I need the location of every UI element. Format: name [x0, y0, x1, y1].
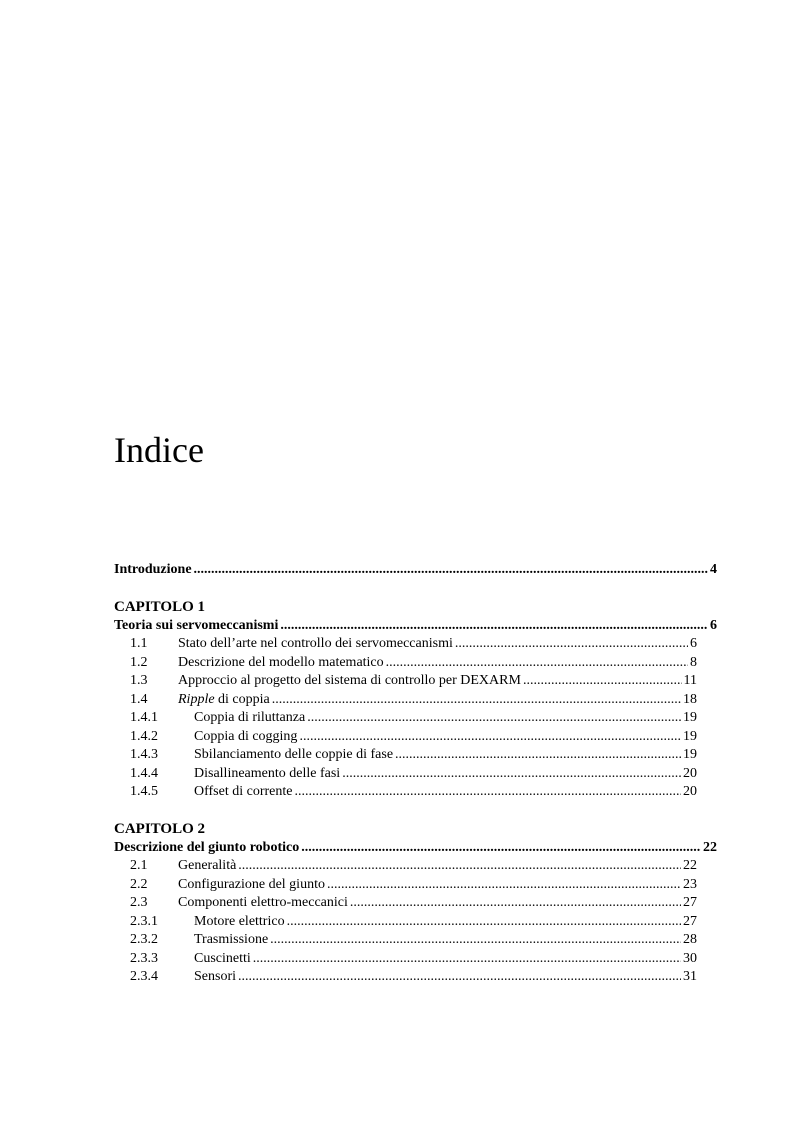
toc-entry-page: 20 [683, 784, 697, 799]
toc-entry[interactable] [114, 968, 697, 987]
toc-entry[interactable] [114, 913, 697, 932]
toc-entry-label-italic: Ripple [178, 691, 215, 707]
toc-entry-label: Coppia di riluttanza [194, 710, 306, 725]
toc-dot-leader [327, 876, 681, 895]
toc-entry-label: Descrizione del modello matematico [178, 654, 384, 670]
toc-entry[interactable] [114, 691, 697, 710]
toc-entry-label: Generalità [178, 858, 237, 873]
toc-entry[interactable] [114, 894, 697, 913]
toc-entry[interactable] [114, 931, 697, 950]
toc-entry-number: 2.1 [130, 858, 148, 873]
toc-dot-leader [280, 617, 708, 636]
toc-entry-label: Coppia di cogging [194, 728, 298, 744]
toc-entry-number: 2.2 [130, 876, 148, 892]
toc-entry-page: 6 [710, 617, 717, 633]
toc-entry-label [178, 691, 270, 710]
toc-entry-page: 19 [683, 747, 697, 762]
toc-dot-leader [238, 968, 681, 987]
toc-entry-page: 28 [683, 932, 697, 947]
toc-entry-page: 8 [690, 654, 697, 670]
toc-entry-number: 1.4.2 [130, 728, 158, 744]
toc-entry[interactable] [114, 950, 697, 969]
toc-entry[interactable] [114, 654, 697, 673]
toc-dot-leader [194, 561, 708, 580]
toc-entry-label: Offset di corrente [194, 784, 293, 799]
toc-entry-label: Motore elettrico [194, 913, 285, 929]
toc-entry-label-rest: di coppia [214, 691, 270, 707]
toc-entry-label: Configurazione del giunto [178, 876, 325, 892]
toc-entry-page: 19 [683, 710, 697, 725]
toc-entry-label: Disallineamento delle fasi [194, 765, 341, 781]
toc-entry-page: 22 [683, 858, 697, 873]
toc-dot-leader [287, 913, 681, 932]
toc-entry-number: 1.4.3 [130, 747, 158, 762]
toc-entry[interactable] [114, 746, 697, 765]
toc-entry-number: 2.3.1 [130, 913, 158, 929]
toc-dot-leader [386, 654, 688, 673]
toc-entry[interactable] [114, 635, 697, 654]
toc-entry-label: Sensori [194, 969, 236, 984]
toc-entry-page: 23 [683, 876, 697, 892]
table-of-contents [114, 561, 717, 987]
toc-dot-leader [350, 894, 681, 913]
toc-entry-label: Approccio al progetto del sistema di controllo per DEXARM [178, 673, 521, 688]
toc-entry-label: Cuscinetti [194, 950, 251, 966]
toc-entry-number: 2.3.4 [130, 969, 158, 984]
toc-entry-label: Sbilanciamento delle coppie di fase [194, 747, 394, 762]
toc-entry-number: 1.3 [130, 673, 148, 688]
toc-entry[interactable] [114, 709, 697, 728]
chapter-2-heading: CAPITOLO 2 [114, 821, 205, 837]
toc-dot-leader [272, 691, 681, 710]
toc-entry[interactable] [114, 765, 697, 784]
toc-entry-page: 4 [710, 562, 717, 577]
toc-entry-chapter-1[interactable] [114, 617, 717, 636]
page-title: Indice [114, 430, 204, 470]
toc-entry[interactable] [114, 876, 697, 895]
toc-dot-leader [294, 783, 681, 802]
toc-entry-page: 18 [683, 691, 697, 707]
toc-entry-label: Descrizione del giunto robotico [114, 839, 300, 855]
toc-entry-number: 1.2 [130, 654, 148, 670]
toc-entry-page: 30 [683, 950, 697, 966]
toc-dot-leader [307, 709, 681, 728]
chapter-1-heading: CAPITOLO 1 [114, 599, 205, 615]
toc-entry[interactable] [114, 672, 697, 691]
toc-entry-label: Introduzione [114, 562, 192, 577]
toc-entry-number: 1.4.1 [130, 710, 158, 725]
toc-entry-page: 6 [690, 636, 697, 651]
toc-dot-leader [395, 746, 681, 765]
toc-dot-leader [523, 672, 682, 691]
toc-dot-leader [253, 950, 681, 969]
toc-entry-page: 20 [683, 765, 697, 781]
toc-entry[interactable] [114, 783, 697, 802]
toc-dot-leader [301, 839, 701, 858]
toc-entry-page: 31 [683, 969, 697, 984]
toc-dot-leader [299, 728, 681, 747]
toc-entry-number: 1.4 [130, 691, 148, 707]
toc-dot-leader [342, 765, 681, 784]
toc-dot-leader [270, 931, 681, 950]
toc-entry-number: 2.3 [130, 895, 148, 910]
toc-entry-label: Teoria sui servomeccanismi [114, 617, 279, 633]
toc-entry-label: Componenti elettro-meccanici [178, 895, 348, 910]
toc-entry-page: 11 [683, 673, 697, 688]
toc-dot-leader [455, 635, 688, 654]
toc-entry-label: Stato dell’arte nel controllo dei servomeccanismi [178, 636, 453, 651]
toc-entry-page: 22 [703, 839, 717, 855]
toc-entry-number: 2.3.3 [130, 950, 158, 966]
toc-entry[interactable] [114, 857, 697, 876]
toc-entry-introduzione[interactable] [114, 561, 717, 580]
toc-entry-number: 2.3.2 [130, 932, 158, 947]
toc-entry-number: 1.4.4 [130, 765, 158, 781]
toc-entry-page: 27 [683, 895, 697, 910]
toc-entry-label: Trasmissione [194, 932, 269, 947]
toc-entry-number: 1.4.5 [130, 784, 158, 799]
toc-entry-page: 27 [683, 913, 697, 929]
toc-entry-number: 1.1 [130, 636, 148, 651]
toc-entry-chapter-2[interactable] [114, 839, 717, 858]
toc-entry[interactable] [114, 728, 697, 747]
toc-dot-leader [238, 857, 681, 876]
toc-entry-page: 19 [683, 728, 697, 744]
